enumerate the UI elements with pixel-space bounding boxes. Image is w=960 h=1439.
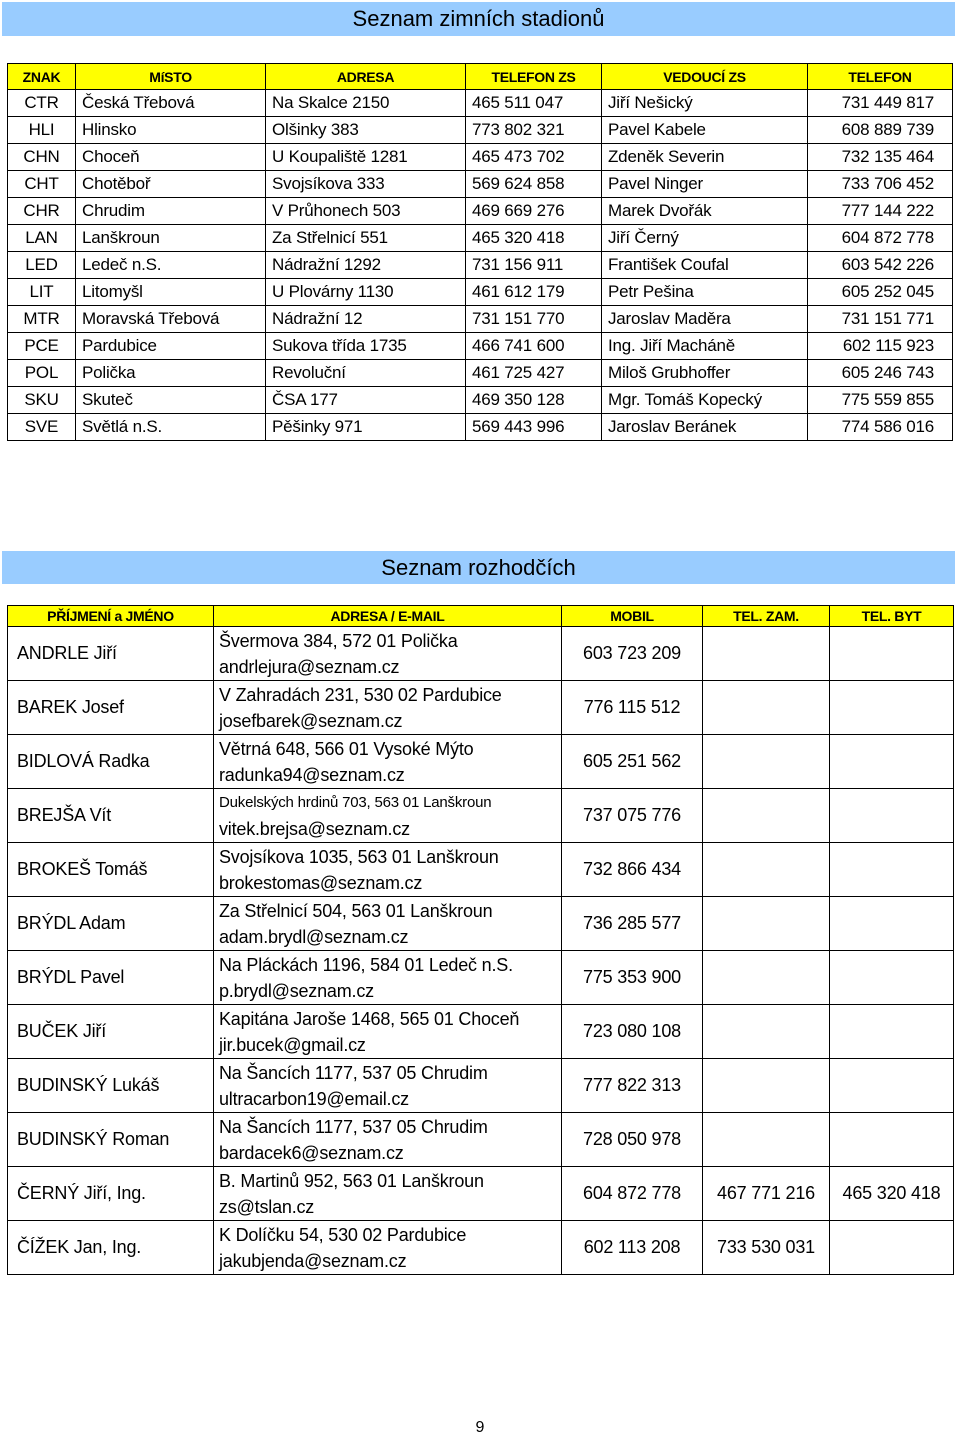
- stadium-telefon-zs-cell: 461 725 427: [466, 360, 602, 387]
- referee-mobil-cell: 732 866 434: [562, 843, 703, 897]
- stadium-vedouci-cell: Jaroslav Beránek: [602, 414, 808, 441]
- referee-email: jakubjenda@seznam.cz: [219, 1250, 407, 1271]
- referee-tel-byt-cell: [830, 897, 954, 951]
- referee-tel-zam-cell: [703, 1113, 830, 1167]
- referee-mobil-cell: 736 285 577: [562, 897, 703, 951]
- referee-email: p.brydl@seznam.cz: [219, 980, 374, 1001]
- stadium-adresa-cell: ČSA 177: [266, 387, 466, 414]
- stadium-misto-cell: Česká Třebová: [76, 90, 266, 117]
- referee-name-cell: ČÍŽEK Jan, Ing.: [8, 1221, 214, 1275]
- stadium-znak-cell: SVE: [8, 414, 76, 441]
- referee-address-cell: [214, 1059, 562, 1113]
- table-row: [8, 414, 953, 441]
- stadium-znak-cell: CHR: [8, 198, 76, 225]
- referee-mobil-cell: 737 075 776: [562, 789, 703, 843]
- header-adresa: ADRESA: [266, 64, 466, 90]
- table-row: [8, 843, 954, 897]
- stadium-adresa-cell: U Koupaliště 1281: [266, 144, 466, 171]
- stadium-adresa-cell: Na Skalce 2150: [266, 90, 466, 117]
- stadium-telefon-cell: 605 252 045: [808, 279, 953, 306]
- stadium-znak-cell: CHN: [8, 144, 76, 171]
- referee-address: Na Pláckách 1196, 584 01 Ledeč n.S.: [219, 954, 513, 975]
- referee-tel-zam-cell: [703, 1005, 830, 1059]
- table-row: [8, 279, 953, 306]
- referee-address-cell: [214, 735, 562, 789]
- table-row: [8, 627, 954, 681]
- table-row: [8, 171, 953, 198]
- stadium-misto-cell: Lanškroun: [76, 225, 266, 252]
- referee-mobil-cell: 723 080 108: [562, 1005, 703, 1059]
- referee-address: Dukelských hrdinů 703, 563 01 Lanškroun: [219, 793, 492, 811]
- referee-tel-zam-cell: [703, 1059, 830, 1113]
- page-number: 9: [475, 1419, 485, 1436]
- stadium-telefon-zs-cell: 569 624 858: [466, 171, 602, 198]
- referee-address: Švermova 384, 572 01 Polička: [219, 630, 458, 651]
- referee-address-cell: [214, 843, 562, 897]
- table-row: [8, 306, 953, 333]
- stadium-adresa-cell: Nádražní 1292: [266, 252, 466, 279]
- header-tel-zam: TEL. ZAM.: [703, 606, 830, 627]
- referee-mobil-cell: 604 872 778: [562, 1167, 703, 1221]
- referee-name-cell: BUČEK Jiří: [8, 1005, 214, 1059]
- referee-mobil-cell: 728 050 978: [562, 1113, 703, 1167]
- stadium-telefon-zs-cell: 466 741 600: [466, 333, 602, 360]
- referee-email: adam.brydl@seznam.cz: [219, 926, 409, 947]
- referee-email: jir.bucek@gmail.cz: [219, 1034, 366, 1055]
- table-row: [8, 198, 953, 225]
- table-row: [8, 681, 954, 735]
- table-row: [8, 252, 953, 279]
- referee-address-cell: [214, 1113, 562, 1167]
- header-name: PŘÍJMENÍ a JMÉNO: [8, 606, 214, 627]
- stadium-misto-cell: Chrudim: [76, 198, 266, 225]
- stadium-znak-cell: CTR: [8, 90, 76, 117]
- stadium-misto-cell: Polička: [76, 360, 266, 387]
- stadium-misto-cell: Pardubice: [76, 333, 266, 360]
- stadium-misto-cell: Moravská Třebová: [76, 306, 266, 333]
- stadium-znak-cell: LED: [8, 252, 76, 279]
- referee-email: radunka94@seznam.cz: [219, 764, 405, 785]
- referee-address-cell: [214, 789, 562, 843]
- referee-name-cell: BAREK Josef: [8, 681, 214, 735]
- referee-address: Za Střelnicí 504, 563 01 Lanškroun: [219, 900, 493, 921]
- referee-mobil-cell: 776 115 512: [562, 681, 703, 735]
- header-telefon-zs: TELEFON ZS: [466, 64, 602, 90]
- referee-tel-zam-cell: [703, 897, 830, 951]
- referee-address-cell: [214, 951, 562, 1005]
- referees-header-row: [8, 606, 954, 627]
- stadium-misto-cell: Chotěboř: [76, 171, 266, 198]
- referee-address: Na Šancích 1177, 537 05 Chrudim: [219, 1116, 488, 1137]
- stadium-misto-cell: Choceň: [76, 144, 266, 171]
- stadium-telefon-cell: 605 246 743: [808, 360, 953, 387]
- referee-name-cell: BUDINSKÝ Lukáš: [8, 1059, 214, 1113]
- stadium-telefon-zs-cell: 461 612 179: [466, 279, 602, 306]
- referee-tel-byt-cell: [830, 1113, 954, 1167]
- referee-tel-zam-cell: [703, 627, 830, 681]
- table-row: [8, 1059, 954, 1113]
- stadium-vedouci-cell: Petr Pešina: [602, 279, 808, 306]
- referee-email: bardacek6@seznam.cz: [219, 1142, 404, 1163]
- referee-tel-byt-cell: [830, 681, 954, 735]
- stadium-telefon-cell: 602 115 923: [808, 333, 953, 360]
- stadium-telefon-zs-cell: 465 320 418: [466, 225, 602, 252]
- referee-address: V Zahradách 231, 530 02 Pardubice: [219, 684, 502, 705]
- table-row: [8, 333, 953, 360]
- referee-address-cell: [214, 627, 562, 681]
- table-row: [8, 1221, 954, 1275]
- table-row: [8, 951, 954, 1005]
- stadium-znak-cell: PCE: [8, 333, 76, 360]
- referee-email: andrlejura@seznam.cz: [219, 656, 400, 677]
- stadiums-header-row: [8, 64, 953, 90]
- stadium-misto-cell: Ledeč n.S.: [76, 252, 266, 279]
- stadium-telefon-zs-cell: 469 350 128: [466, 387, 602, 414]
- referee-tel-byt-cell: [830, 843, 954, 897]
- referee-email: brokestomas@seznam.cz: [219, 872, 423, 893]
- referee-tel-byt-cell: [830, 735, 954, 789]
- table-row: [8, 1005, 954, 1059]
- referee-address: K Dolíčku 54, 530 02 Pardubice: [219, 1224, 467, 1245]
- referee-tel-zam-cell: [703, 681, 830, 735]
- stadium-adresa-cell: Olšinky 383: [266, 117, 466, 144]
- stadium-adresa-cell: Revoluční: [266, 360, 466, 387]
- referee-tel-byt-cell: [830, 627, 954, 681]
- stadium-telefon-zs-cell: 465 511 047: [466, 90, 602, 117]
- referee-tel-zam-cell: [703, 843, 830, 897]
- header-vedouci-zs: VEDOUCÍ ZS: [602, 64, 808, 90]
- table-row: [8, 897, 954, 951]
- stadium-vedouci-cell: Ing. Jiří Macháně: [602, 333, 808, 360]
- stadiums-title: Seznam zimních stadionů: [2, 2, 955, 36]
- header-telefon: TELEFON: [808, 64, 953, 90]
- referee-name-cell: BIDLOVÁ Radka: [8, 735, 214, 789]
- header-address-email: ADRESA / E-MAIL: [214, 606, 562, 627]
- referee-email: zs@tslan.cz: [219, 1196, 315, 1217]
- header-znak: ZNAK: [8, 64, 76, 90]
- referee-address: Kapitána Jaroše 1468, 565 01 Choceň: [219, 1008, 520, 1029]
- referee-tel-zam-cell: 733 530 031: [703, 1221, 830, 1275]
- stadium-telefon-cell: 731 449 817: [808, 90, 953, 117]
- table-row: [8, 360, 953, 387]
- stadium-telefon-cell: 731 151 771: [808, 306, 953, 333]
- referee-address-cell: [214, 897, 562, 951]
- referee-address: Svojsíkova 1035, 563 01 Lanškroun: [219, 846, 499, 867]
- stadium-adresa-cell: V Průhonech 503: [266, 198, 466, 225]
- referee-name-cell: BRÝDL Adam: [8, 897, 214, 951]
- referee-name-cell: ČERNÝ Jiří, Ing.: [8, 1167, 214, 1221]
- stadium-telefon-cell: 774 586 016: [808, 414, 953, 441]
- referee-tel-byt-cell: [830, 1221, 954, 1275]
- stadium-telefon-zs-cell: 773 802 321: [466, 117, 602, 144]
- stadium-adresa-cell: Nádražní 12: [266, 306, 466, 333]
- stadiums-table: [7, 63, 953, 441]
- table-row: [8, 1113, 954, 1167]
- stadium-telefon-zs-cell: 731 151 770: [466, 306, 602, 333]
- stadium-znak-cell: MTR: [8, 306, 76, 333]
- stadium-znak-cell: HLI: [8, 117, 76, 144]
- referee-name-cell: BRÝDL Pavel: [8, 951, 214, 1005]
- referee-mobil-cell: 775 353 900: [562, 951, 703, 1005]
- stadium-telefon-cell: 604 872 778: [808, 225, 953, 252]
- referee-tel-byt-cell: [830, 789, 954, 843]
- stadium-znak-cell: CHT: [8, 171, 76, 198]
- referees-title: Seznam rozhodčích: [2, 551, 955, 584]
- referee-tel-byt-cell: [830, 951, 954, 1005]
- stadium-znak-cell: LAN: [8, 225, 76, 252]
- stadium-adresa-cell: U Plovárny 1130: [266, 279, 466, 306]
- stadium-vedouci-cell: Pavel Kabele: [602, 117, 808, 144]
- stadium-vedouci-cell: Jiří Nešický: [602, 90, 808, 117]
- referee-address-cell: [214, 1167, 562, 1221]
- referee-tel-zam-cell: 467 771 216: [703, 1167, 830, 1221]
- table-row: [8, 1167, 954, 1221]
- stadium-telefon-zs-cell: 465 473 702: [466, 144, 602, 171]
- header-mobil: MOBIL: [562, 606, 703, 627]
- stadium-vedouci-cell: Marek Dvořák: [602, 198, 808, 225]
- table-row: [8, 387, 953, 414]
- referee-mobil-cell: 777 822 313: [562, 1059, 703, 1113]
- header-tel-byt: TEL. BYT: [830, 606, 954, 627]
- stadium-misto-cell: Skuteč: [76, 387, 266, 414]
- stadium-misto-cell: Světlá n.S.: [76, 414, 266, 441]
- stadium-adresa-cell: Pěšinky 971: [266, 414, 466, 441]
- referee-tel-byt-cell: [830, 1005, 954, 1059]
- stadium-telefon-cell: 608 889 739: [808, 117, 953, 144]
- referee-name-cell: ANDRLE Jiří: [8, 627, 214, 681]
- referee-tel-byt-cell: 465 320 418: [830, 1167, 954, 1221]
- stadium-adresa-cell: Sukova třída 1735: [266, 333, 466, 360]
- stadium-vedouci-cell: Pavel Ninger: [602, 171, 808, 198]
- table-row: [8, 144, 953, 171]
- table-row: [8, 117, 953, 144]
- referee-email: josefbarek@seznam.cz: [219, 710, 403, 731]
- header-misto: MíSTO: [76, 64, 266, 90]
- referee-email: ultracarbon19@email.cz: [219, 1088, 409, 1109]
- stadium-vedouci-cell: Zdeněk Severin: [602, 144, 808, 171]
- stadium-misto-cell: Litomyšl: [76, 279, 266, 306]
- stadium-telefon-cell: 732 135 464: [808, 144, 953, 171]
- stadium-vedouci-cell: Jiří Černý: [602, 225, 808, 252]
- referee-address-cell: [214, 1221, 562, 1275]
- referee-name-cell: BUDINSKÝ Roman: [8, 1113, 214, 1167]
- referee-email: vitek.brejsa@seznam.cz: [219, 818, 410, 839]
- stadium-telefon-zs-cell: 731 156 911: [466, 252, 602, 279]
- referee-tel-zam-cell: [703, 789, 830, 843]
- stadium-telefon-cell: 733 706 452: [808, 171, 953, 198]
- stadium-znak-cell: LIT: [8, 279, 76, 306]
- stadium-znak-cell: SKU: [8, 387, 76, 414]
- referee-address: Větrná 648, 566 01 Vysoké Mýto: [219, 738, 474, 759]
- stadium-telefon-cell: 603 542 226: [808, 252, 953, 279]
- referee-mobil-cell: 603 723 209: [562, 627, 703, 681]
- table-row: [8, 789, 954, 843]
- referee-address: B. Martinů 952, 563 01 Lanškroun: [219, 1170, 484, 1191]
- stadium-adresa-cell: Svojsíkova 333: [266, 171, 466, 198]
- referee-mobil-cell: 605 251 562: [562, 735, 703, 789]
- stadium-vedouci-cell: Mgr. Tomáš Kopecký: [602, 387, 808, 414]
- referee-mobil-cell: 602 113 208: [562, 1221, 703, 1275]
- referee-name-cell: BREJŠA Vít: [8, 789, 214, 843]
- referee-tel-byt-cell: [830, 1059, 954, 1113]
- referee-address: Na Šancích 1177, 537 05 Chrudim: [219, 1062, 488, 1083]
- referees-table: [7, 605, 954, 1275]
- stadium-vedouci-cell: Miloš Grubhoffer: [602, 360, 808, 387]
- table-row: [8, 225, 953, 252]
- table-row: [8, 90, 953, 117]
- stadium-misto-cell: Hlinsko: [76, 117, 266, 144]
- stadium-telefon-zs-cell: 469 669 276: [466, 198, 602, 225]
- referee-tel-zam-cell: [703, 735, 830, 789]
- referee-address-cell: [214, 1005, 562, 1059]
- table-row: [8, 735, 954, 789]
- stadium-telefon-cell: 775 559 855: [808, 387, 953, 414]
- stadium-vedouci-cell: Jaroslav Maděra: [602, 306, 808, 333]
- stadium-adresa-cell: Za Střelnicí 551: [266, 225, 466, 252]
- referee-tel-zam-cell: [703, 951, 830, 1005]
- stadium-vedouci-cell: František Coufal: [602, 252, 808, 279]
- stadium-znak-cell: POL: [8, 360, 76, 387]
- referee-address-cell: [214, 681, 562, 735]
- stadium-telefon-zs-cell: 569 443 996: [466, 414, 602, 441]
- stadium-telefon-cell: 777 144 222: [808, 198, 953, 225]
- referee-name-cell: BROKEŠ Tomáš: [8, 843, 214, 897]
